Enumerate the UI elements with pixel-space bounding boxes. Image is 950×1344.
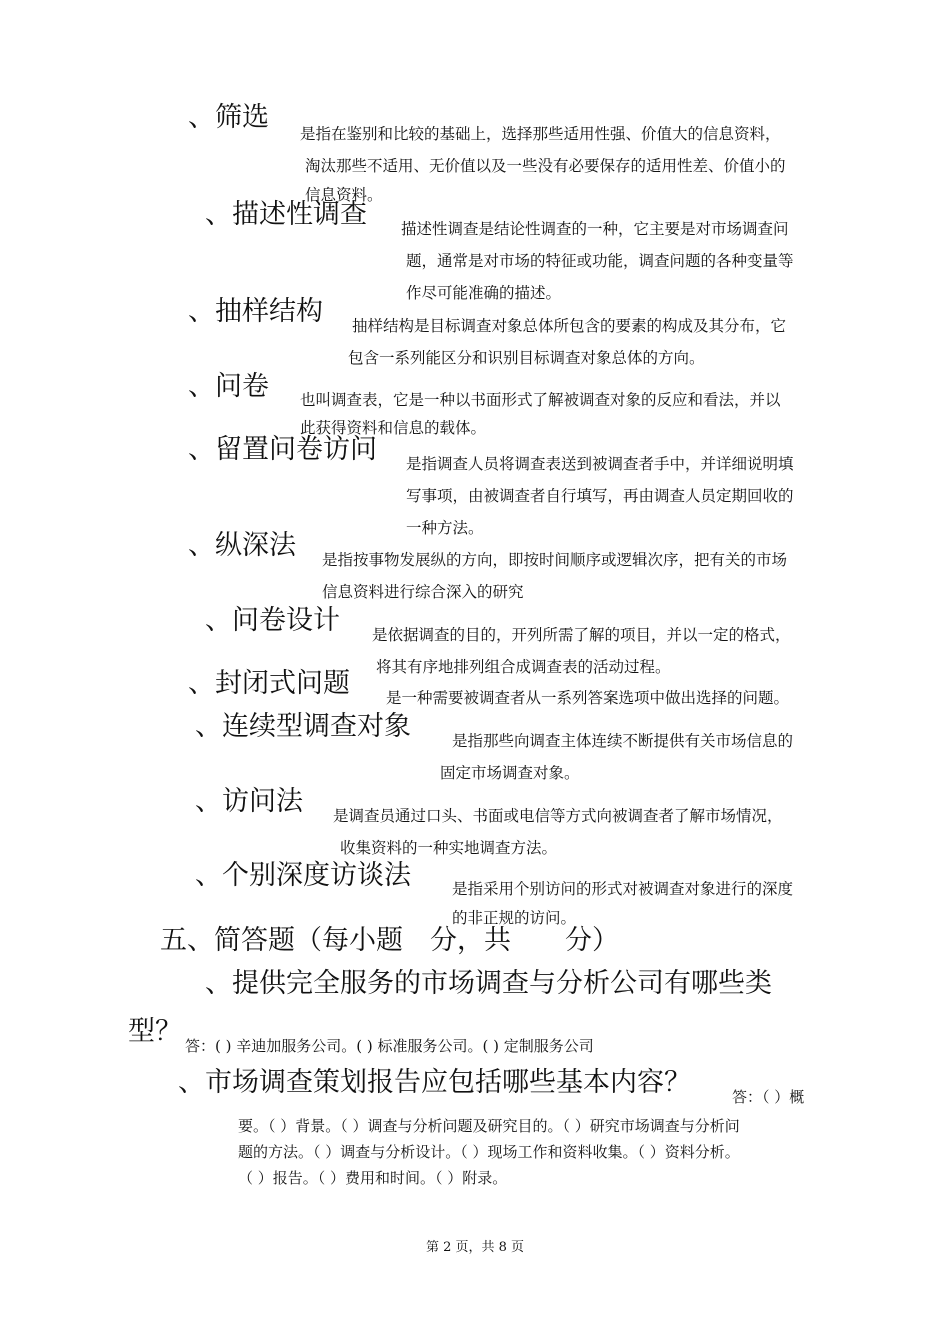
answer-head: 答：（ ）概: [732, 1088, 805, 1106]
term-title: 、留置问卷访问: [188, 434, 377, 465]
definition-line: 作尽可能准确的描述。: [406, 284, 562, 302]
page-number: 第 2 页，共 8 页: [425, 1240, 525, 1255]
definition-line: 题，通常是对市场的特征或功能，调查问题的各种变量等: [406, 252, 794, 270]
answer-line: （ ）报告。（ ）费用和时间。（ ）附录。: [238, 1169, 508, 1187]
definition-line: 此获得资料和信息的载体。: [300, 419, 487, 437]
term-definition: [322, 544, 787, 608]
definition-line: 淘汰那些不适用、无价值以及一些没有必要保存的适用性差、价值小的: [305, 157, 786, 175]
definition-line: 描述性调查是结论性调查的一种，它主要是对市场调查问: [401, 220, 789, 238]
definition-line: 将其有序地排列组合成调查表的活动过程。: [376, 658, 671, 676]
term-definition: [348, 310, 787, 374]
definition-line: 是一种需要被调查者从一系列答案选项中做出选择的问题。: [386, 689, 790, 707]
question-text-continued: 型？: [128, 1016, 182, 1047]
definition-line: 包含一系列能区分和识别目标调查对象总体的方向。: [348, 349, 705, 367]
term-title: 、封闭式问题: [188, 668, 350, 699]
question-text: 、市场调查策划报告应包括哪些基本内容？: [178, 1067, 691, 1098]
definition-line: 也叫调查表，它是一种以书面形式了解被调查对象的反应和看法，并以: [300, 391, 781, 409]
definition-line: 是指在鉴别和比较的基础上，选择那些适用性强、价值大的信息资料，: [300, 125, 781, 143]
term-title: 、问卷设计: [205, 605, 340, 636]
term-definition: [386, 682, 789, 714]
term-title: 、连续型调查对象: [195, 711, 411, 742]
answer-line: 题的方法。（ ）调查与分析设计。（ ）现场工作和资料收集。（ ）资料分析。: [238, 1143, 740, 1161]
term-definition: [300, 384, 781, 440]
question-text: 、提供完全服务的市场调查与分析公司有哪些类: [205, 968, 772, 999]
definition-line: 信息资料进行综合深入的研究: [322, 583, 524, 601]
definition-line: 写事项，由被调查者自行填写，再由调查人员定期回收的: [406, 487, 794, 505]
term-definition: [406, 448, 794, 544]
term-title: 、抽样结构: [188, 296, 323, 327]
definition-line: 是指调查人员将调查表送到被调查者手中，并详细说明填: [406, 455, 794, 473]
definition-line: 是依据调查的目的，开列所需了解的项目，并以一定的格式，: [372, 626, 791, 644]
term-definition: [372, 619, 791, 683]
definition-line: 抽样结构是目标调查对象总体所包含的要素的构成及其分布，它: [352, 317, 787, 335]
definition-line: 信息资料。: [305, 186, 383, 204]
answer-text: [238, 1113, 740, 1191]
term-title: 、个别深度访谈法: [195, 860, 411, 891]
term-title: 、筛选: [188, 102, 269, 133]
term-definition: [401, 213, 794, 309]
term-title: 、纵深法: [188, 530, 296, 561]
term-title: 、描述性调查: [205, 199, 367, 230]
term-definition: [440, 725, 794, 789]
section-title: 五、简答题（每小题 分，共 分）: [160, 925, 619, 956]
definition-line: 是指采用个别访问的形式对被调查对象进行的深度: [452, 880, 794, 898]
definition-line: 收集资料的一种实地调查方法。: [340, 839, 558, 857]
definition-line: 是指那些向调查主体连续不断提供有关市场信息的: [452, 732, 794, 750]
definition-line: 一种方法。: [406, 519, 484, 537]
definition-line: 是指按事物发展纵的方向，即按时间顺序或逻辑次序，把有关的市场: [322, 551, 788, 569]
term-title: 、访问法: [195, 786, 303, 817]
term-title: 、问卷: [188, 371, 269, 402]
definition-line: 的非正规的访问。: [452, 909, 577, 927]
answer-text: 答：( ) 辛迪加服务公司。( ) 标准服务公司。( ) 定制服务公司: [185, 1037, 594, 1055]
term-definition: [300, 118, 786, 208]
answer-line: 要。（ ）背景。（ ）调查与分析问题及研究目的。（ ）研究市场调查与分析问: [238, 1117, 740, 1135]
definition-line: 固定市场调查对象。: [440, 764, 580, 782]
definition-line: 是调查员通过口头、书面或电信等方式向被调查者了解市场情况，: [333, 807, 783, 825]
term-definition: [452, 873, 793, 931]
term-definition: [333, 800, 783, 864]
